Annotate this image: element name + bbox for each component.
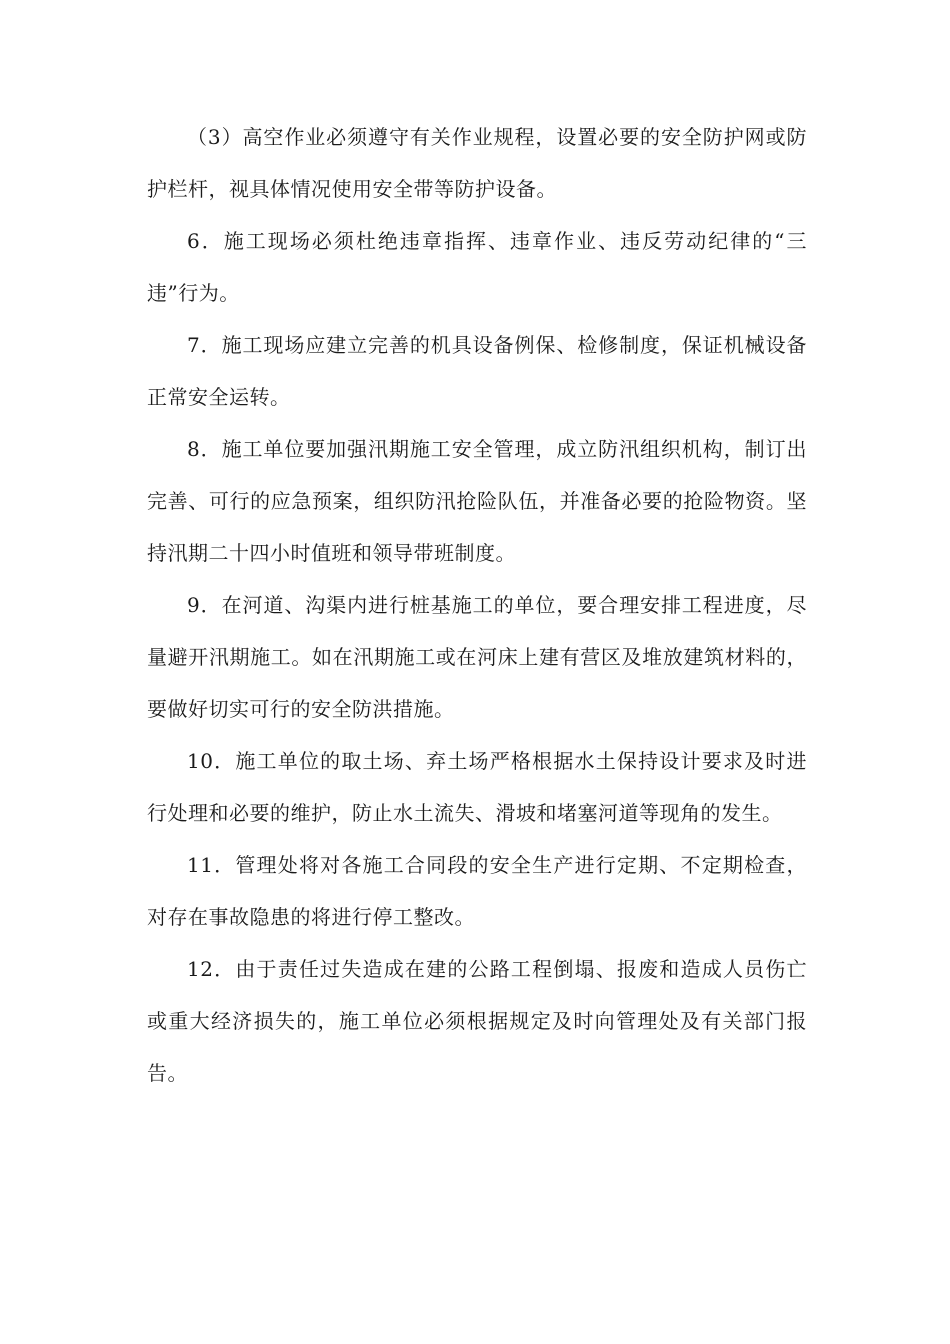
paragraph-item-8: 8．施工单位要加强汛期施工安全管理，成立防汛组织机构，制订出完善、可行的应急预案，组织防汛抢险队伍，并准备必要的抢险物资。坚持汛期二十四小时值班和领导带班制度。 [147, 437, 807, 565]
paragraph-item-12: 12．由于责任过失造成在建的公路工程倒塌、报废和造成人员伤亡或重大经济损失的，施工单位必须根据规定及时向管理处及有关部门报告。 [147, 957, 807, 1085]
document-page [147, 111, 807, 1099]
paragraph-item-6: 6．施工现场必须杜绝违章指挥、违章作业、违反劳动纪律的“三违”行为。 [147, 229, 807, 305]
paragraph-item-11: 11．管理处将对各施工合同段的安全生产进行定期、不定期检查，对存在事故隐患的将进行停工整改。 [147, 853, 807, 929]
paragraph-item-7: 7．施工现场应建立完善的机具设备例保、检修制度，保证机械设备正常安全运转。 [147, 333, 807, 409]
paragraph-item-9: 9．在河道、沟渠内进行桩基施工的单位，要合理安排工程进度，尽量避开汛期施工。如在汛期施工或在河床上建有营区及堆放建筑材料的，要做好切实可行的安全防洪措施。 [147, 593, 807, 721]
paragraph-item-3: （3）高空作业必须遵守有关作业规程，设置必要的安全防护网或防护栏杆，视具体情况使用安全带等防护设备。 [147, 125, 807, 201]
paragraph-item-10: 10．施工单位的取土场、弃土场严格根据水土保持设计要求及时进行处理和必要的维护，防止水土流失、滑坡和堵塞河道等现角的发生。 [147, 749, 807, 825]
